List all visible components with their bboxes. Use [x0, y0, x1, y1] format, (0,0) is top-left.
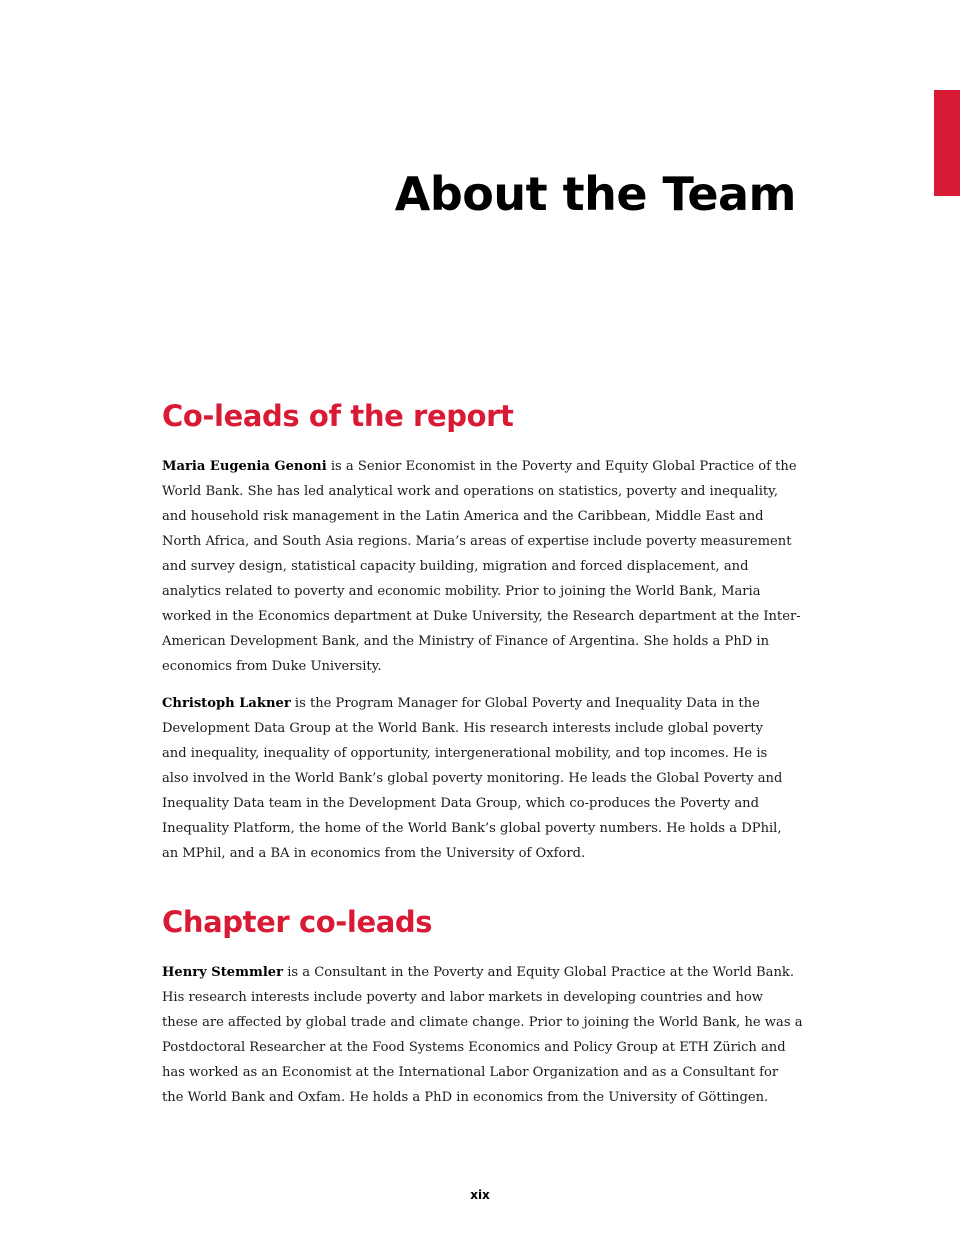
bio-text: is a Senior Economist in the Poverty and Equity Global Practice of the [326, 459, 797, 474]
bio-line: Inequality Data team in the Development Data Group, which co-produces the Poverty and [162, 796, 759, 811]
bio-line: and household risk management in the Latin America and the Caribbean, Middle East and [162, 509, 764, 524]
section-heading-chapter-co-leads: Chapter co-leads [162, 905, 433, 939]
bio-line: His research interests include poverty and labor markets in developing countries and how [162, 990, 763, 1005]
bio-line: also involved in the World Bank’s global poverty monitoring. He leads the Global Poverty and [162, 771, 783, 786]
bio-christoph-lakner [162, 691, 798, 866]
section-heading-co-leads: Co-leads of the report [162, 399, 514, 433]
bio-line: and inequality, inequality of opportunity, intergenerational mobility, and top incomes. He is [162, 746, 768, 761]
bio-line [162, 960, 798, 985]
bio-line: Development Data Group at the World Bank. His research interests include global poverty [162, 721, 764, 736]
bio-line: has worked as an Economist at the International Labor Organization and as a Consultant for [162, 1065, 779, 1080]
bio-line: worked in the Economics department at Duke University, the Research department at the Inter- [162, 609, 801, 624]
bio-line: analytics related to poverty and economic mobility. Prior to joining the World Bank, Maria [162, 584, 761, 599]
bio-henry-stemmler [162, 960, 803, 1110]
bio-line: Inequality Platform, the home of the World Bank’s global poverty numbers. He holds a DPhil, [162, 821, 782, 836]
bio-maria-eugenia-genoni [162, 454, 801, 679]
bio-name: Maria Eugenia Genoni [162, 459, 327, 474]
page-number: xix [470, 1188, 490, 1202]
bio-line [162, 691, 798, 716]
bio-line: American Development Bank, and the Ministry of Finance of Argentina. She holds a PhD in [162, 634, 770, 649]
bio-text: is the Program Manager for Global Poverty and Inequality Data in the [290, 696, 760, 711]
bio-line: economics from Duke University. [162, 659, 382, 674]
chapter-tab-marker [934, 90, 960, 196]
page-title: About the Team [394, 167, 796, 221]
bio-line: Postdoctoral Researcher at the Food Systems Economics and Policy Group at ETH Zürich and [162, 1040, 786, 1055]
bio-line: World Bank. She has led analytical work and operations on statistics, poverty and inequality, [162, 484, 778, 499]
bio-name: Christoph Lakner [162, 696, 291, 711]
bio-line: the World Bank and Oxfam. He holds a PhD in economics from the University of Göttingen. [162, 1090, 769, 1105]
bio-line [162, 454, 798, 479]
bio-line: and survey design, statistical capacity building, migration and forced displacement, and [162, 559, 749, 574]
bio-line: these are affected by global trade and climate change. Prior to joining the World Bank, he was a [162, 1015, 803, 1030]
bio-line: North Africa, and South Asia regions. Maria’s areas of expertise include poverty measurement [162, 534, 792, 549]
bio-text: is a Consultant in the Poverty and Equity Global Practice at the World Bank. [283, 965, 794, 980]
bio-name: Henry Stemmler [162, 965, 284, 980]
bio-line: an MPhil, and a BA in economics from the University of Oxford. [162, 846, 586, 861]
